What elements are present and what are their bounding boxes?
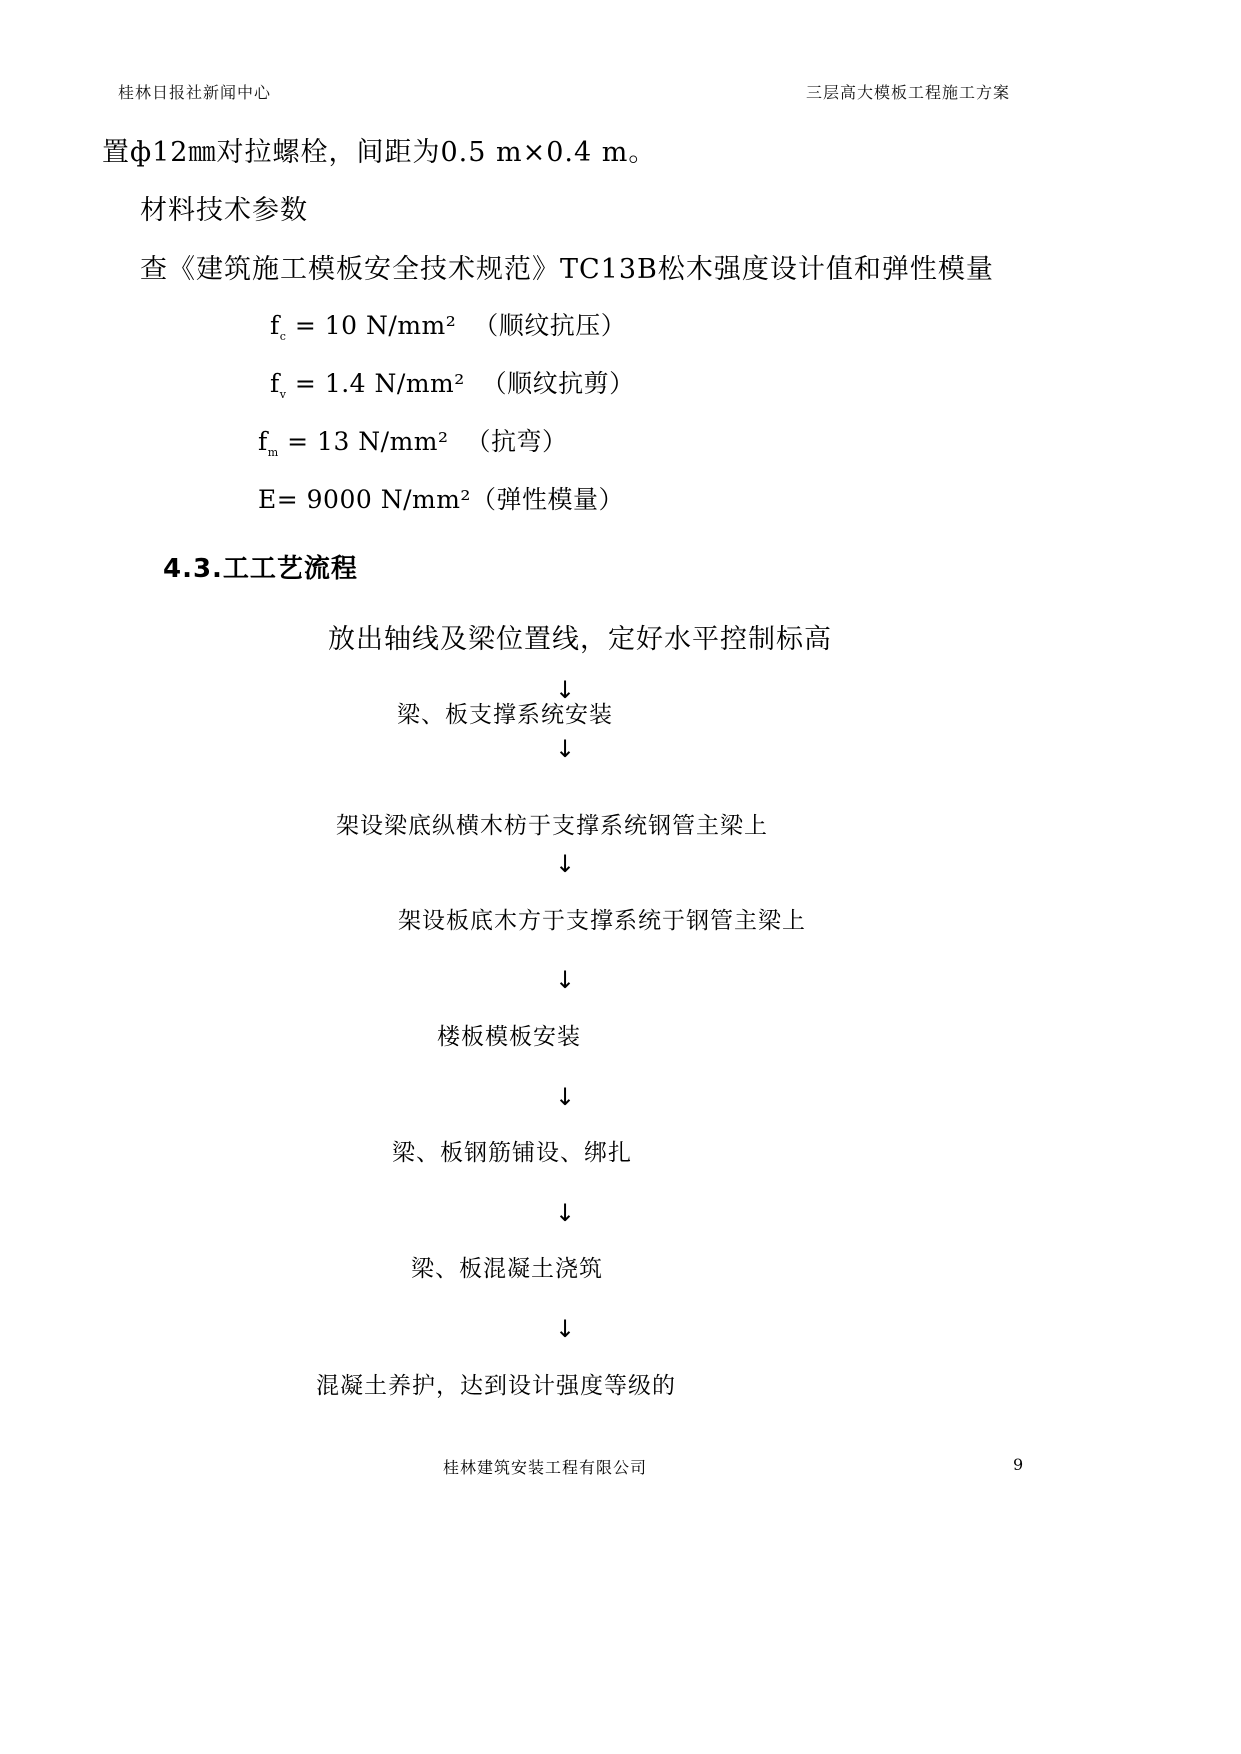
formula-expression: = 9000 N/mm² [276, 485, 471, 514]
down-arrow-icon: ↓ [555, 1315, 576, 1343]
formula-subscript: c [279, 330, 287, 343]
flow-step-1: 放出轴线及梁位置线，定好水平控制标高 [328, 624, 832, 655]
flow-step-2: 梁、板支撑系统安装 [397, 702, 613, 728]
paragraph-line: 置ф12㎜对拉螺栓，间距为0.5 m×0.4 m。 [102, 137, 657, 168]
formula-expression: = 10 N/mm² [286, 311, 457, 340]
formula-e [258, 480, 624, 516]
down-arrow-icon: ↓ [555, 966, 576, 994]
down-arrow-icon: ↓ [555, 1199, 576, 1227]
formula-note: （弹性模量） [470, 485, 624, 514]
formula-subscript: v [279, 388, 287, 401]
flow-step-5: 楼板模板安装 [437, 1024, 581, 1050]
formula-fm [258, 422, 567, 459]
formula-subscript: m [267, 446, 279, 459]
flow-step-3: 架设梁底纵横木枋于支撑系统钢管主梁上 [336, 813, 768, 839]
header-left: 桂林日报社新闻中心 [118, 83, 272, 102]
formula-fv [270, 364, 635, 401]
down-arrow-icon: ↓ [555, 850, 576, 878]
flow-step-6: 梁、板钢筋铺设、绑扎 [392, 1140, 632, 1166]
formula-symbol: f [270, 311, 280, 340]
section-heading: 4.3.工工艺流程 [163, 554, 358, 584]
formula-symbol: E [258, 485, 277, 514]
flow-step-4: 架设板底木方于支撑系统于钢管主梁上 [398, 908, 806, 934]
formula-symbol: f [258, 427, 268, 456]
formula-symbol: f [270, 369, 280, 398]
header-right: 三层高大模板工程施工方案 [806, 83, 1011, 102]
down-arrow-icon: ↓ [555, 676, 576, 704]
formula-expression: = 1.4 N/mm² [286, 369, 465, 398]
formula-note: （抗弯） [465, 427, 568, 456]
formula-fc [270, 306, 626, 343]
flow-step-7: 梁、板混凝土浇筑 [411, 1256, 603, 1282]
materials-title: 材料技术参数 [140, 195, 308, 226]
formula-note: （顺纹抗压） [473, 311, 627, 340]
spec-reference: 查《建筑施工模板安全技术规范》TC13B松木强度设计值和弹性模量 [140, 254, 994, 285]
page-number: 9 [1013, 1455, 1025, 1474]
down-arrow-icon: ↓ [555, 1083, 576, 1111]
down-arrow-icon: ↓ [555, 735, 576, 763]
formula-note: （顺纹抗剪） [481, 369, 635, 398]
formula-expression: = 13 N/mm² [278, 427, 449, 456]
flow-step-8: 混凝土养护，达到设计强度等级的 [316, 1373, 676, 1399]
footer-company: 桂林建筑安装工程有限公司 [443, 1458, 648, 1477]
